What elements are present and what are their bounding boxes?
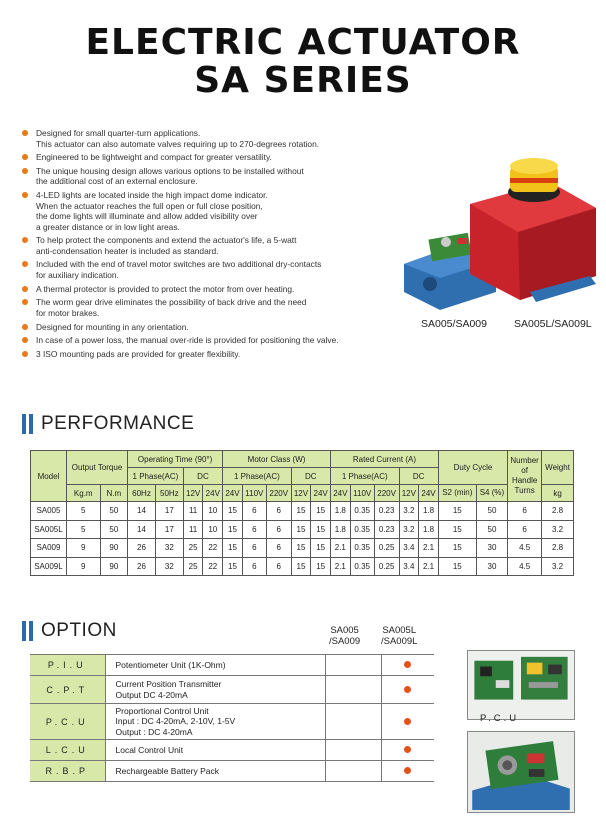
feature-text: The worm gear drive eliminates the possibility of back drive and the need for motor brakes. <box>36 297 307 318</box>
table-cell: 26 <box>128 557 156 576</box>
bullet-icon <box>22 351 28 357</box>
table-cell: 14 <box>128 502 156 521</box>
th-rc-phase-ac: 1 Phase(AC) <box>330 468 399 485</box>
model-cell: SA009L <box>31 557 67 576</box>
table-cell: 0.25 <box>374 557 399 576</box>
table-cell: 1.8 <box>330 502 350 521</box>
table-cell: 15 <box>438 557 476 576</box>
table-cell: 30 <box>476 557 507 576</box>
table-cell: 6 <box>266 539 291 558</box>
th-rc-dc24v: 24V <box>419 485 439 502</box>
table-cell: 15 <box>291 520 311 539</box>
lcu-device-image <box>467 731 575 813</box>
table-cell: 15 <box>223 539 243 558</box>
table-cell: 90 <box>100 539 127 558</box>
pcu-caption: P.C.U <box>480 713 520 724</box>
table-cell: 15 <box>223 502 243 521</box>
table-cell: 9 <box>66 539 100 558</box>
table-cell: 50 <box>100 520 127 539</box>
available-dot-icon <box>404 661 411 668</box>
table-cell: 4.5 <box>508 539 542 558</box>
table-cell: 0.35 <box>350 539 374 558</box>
page-title-line2: SA SERIES <box>194 60 412 101</box>
table-cell: 90 <box>100 557 127 576</box>
th-weight: Weight <box>542 451 574 485</box>
table-cell: 50 <box>100 502 127 521</box>
bullet-icon <box>22 286 28 292</box>
table-cell: 32 <box>155 557 183 576</box>
table-cell: 0.35 <box>350 520 374 539</box>
th-60hz: 60Hz <box>128 485 156 502</box>
table-cell: 2.8 <box>542 539 574 558</box>
performance-table <box>30 450 574 576</box>
table-cell: 15 <box>438 539 476 558</box>
th-mc-110v: 110V <box>242 485 266 502</box>
feature-text: 4-LED lights are located inside the high impact dome indicator. When the actuator reaches the full open or full close position, the dome lights will illuminate and allow added visibility over a greater distance or in low light areas. <box>36 190 268 232</box>
th-model: Model <box>31 451 67 502</box>
table-cell: 6 <box>266 502 291 521</box>
table-cell: 25 <box>183 557 203 576</box>
bullet-icon <box>22 130 28 136</box>
table-cell: 15 <box>291 557 311 576</box>
bullet-icon <box>22 154 28 160</box>
option-code: C.P.T <box>30 676 105 704</box>
th-op-dc: DC <box>183 468 222 485</box>
th-output-torque: Output Torque <box>66 451 127 485</box>
table-cell: 3.4 <box>399 539 419 558</box>
table-cell: 5 <box>66 520 100 539</box>
available-dot-icon <box>404 718 411 725</box>
th-mc-dc24v: 24V <box>311 485 331 502</box>
feature-text: 3 ISO mounting pads are provided for greater flexibility. <box>36 348 241 359</box>
table-cell: 22 <box>203 539 223 558</box>
table-cell: 9 <box>66 557 100 576</box>
available-dot-icon <box>404 767 411 774</box>
table-cell: 6 <box>242 539 266 558</box>
table-row <box>31 520 574 539</box>
table-cell: 6 <box>266 520 291 539</box>
th-rc-220v: 220V <box>374 485 399 502</box>
th-kgm: Kg.m <box>66 485 100 502</box>
table-cell: 5 <box>66 502 100 521</box>
th-50hz: 50Hz <box>155 485 183 502</box>
table-cell: 0.35 <box>350 502 374 521</box>
table-cell: 22 <box>203 557 223 576</box>
performance-heading <box>22 413 194 435</box>
th-mc-220v: 220V <box>266 485 291 502</box>
th-op-12v: 12V <box>183 485 203 502</box>
th-mc-24v: 24V <box>223 485 243 502</box>
option-availability-col2 <box>381 740 434 761</box>
table-cell: 10 <box>203 520 223 539</box>
option-code: L.C.U <box>30 740 105 761</box>
bullet-icon <box>22 337 28 343</box>
option-col2-header <box>381 625 417 647</box>
th-duty-cycle: Duty Cycle <box>438 451 507 485</box>
feature-text: Included with the end of travel motor switches are two additional dry-contacts for auxiliary indication. <box>36 259 322 280</box>
table-cell: 3.2 <box>399 520 419 539</box>
feature-item <box>20 235 415 256</box>
option-description: Current Position Transmitter Output DC 4-20mA <box>105 676 325 704</box>
option-availability-col2 <box>381 676 434 704</box>
option-col1-header <box>329 625 360 647</box>
feature-item <box>20 152 415 163</box>
feature-text: Designed for mounting in any orientation. <box>36 321 189 332</box>
performance-heading-text: PERFORMANCE <box>41 413 195 434</box>
table-cell: 11 <box>183 520 203 539</box>
option-col2-line2: /SA009L <box>381 636 418 647</box>
option-description: Local Control Unit <box>105 740 325 761</box>
option-col1-line2: /SA009 <box>329 636 361 647</box>
th-rc-24v: 24V <box>330 485 350 502</box>
available-dot-icon <box>404 686 411 693</box>
table-cell: 3.2 <box>542 557 574 576</box>
feature-item <box>20 335 415 346</box>
th-motor-class: Motor Class (W) <box>223 451 331 468</box>
feature-text: A thermal protector is provided to protect the motor from over heating. <box>36 283 295 294</box>
feature-text: To help protect the components and extend the actuator's life, a 5-watt anti-condensation heater is included as standard. <box>36 235 297 256</box>
table-cell: 6 <box>266 557 291 576</box>
option-row <box>30 704 434 740</box>
option-description: Rechargeable Battery Pack <box>105 761 325 782</box>
feature-item <box>20 166 415 187</box>
bullet-icon <box>22 192 28 198</box>
feature-item <box>20 259 415 280</box>
table-cell: 17 <box>155 520 183 539</box>
feature-item <box>20 297 415 318</box>
feature-item <box>20 284 415 295</box>
table-cell: 1.8 <box>419 520 439 539</box>
table-cell: 4.5 <box>508 557 542 576</box>
table-cell: 50 <box>476 520 507 539</box>
option-availability-col1 <box>325 655 381 676</box>
table-cell: 15 <box>223 520 243 539</box>
available-dot-icon <box>404 746 411 753</box>
table-cell: 11 <box>183 502 203 521</box>
table-row <box>31 539 574 558</box>
table-cell: 25 <box>183 539 203 558</box>
option-availability-col2 <box>381 655 434 676</box>
page-title-line1: ELECTRIC ACTUATOR <box>85 22 521 63</box>
option-availability-col2 <box>381 704 434 740</box>
model-cell: SA005L <box>31 520 67 539</box>
feature-item <box>20 349 415 360</box>
table-cell: 3.4 <box>399 557 419 576</box>
th-handle-turns: Number of Handle Turns <box>508 451 542 502</box>
th-s4: S4 (%) <box>476 485 507 502</box>
table-cell: 15 <box>438 502 476 521</box>
table-cell: 6 <box>242 520 266 539</box>
bullet-icon <box>22 168 28 174</box>
option-description: Potentiometer Unit (1K-Ohm) <box>105 655 325 676</box>
th-rc-110v: 110V <box>350 485 374 502</box>
option-description: Proportional Control Unit Input : DC 4-20mA, 2-10V, 1-5V Output : DC 4-20mA <box>105 704 325 740</box>
table-cell: 6 <box>508 502 542 521</box>
table-cell: 15 <box>311 502 331 521</box>
option-availability-col1 <box>325 676 381 704</box>
table-cell: 6 <box>242 502 266 521</box>
table-cell: 0.35 <box>350 557 374 576</box>
option-row <box>30 740 434 761</box>
th-mc-dc: DC <box>291 468 330 485</box>
option-row <box>30 761 434 782</box>
feature-item <box>20 190 415 232</box>
option-col1-line1: SA005 <box>330 625 359 636</box>
heading-bars-icon <box>22 414 33 434</box>
th-rc-dc: DC <box>399 468 438 485</box>
th-rc-12v: 12V <box>399 485 419 502</box>
table-cell: 15 <box>223 557 243 576</box>
th-op-phase-ac: 1 Phase(AC) <box>128 468 184 485</box>
table-cell: 3.2 <box>542 520 574 539</box>
option-availability-col2 <box>381 761 434 782</box>
bullet-icon <box>22 237 28 243</box>
feature-item <box>20 128 415 149</box>
option-col2-line1: SA005L <box>382 625 417 636</box>
table-cell: 26 <box>128 539 156 558</box>
table-row <box>31 557 574 576</box>
table-cell: 10 <box>203 502 223 521</box>
photo-caption-left: SA005/SA009 <box>421 318 487 330</box>
table-cell: 6 <box>242 557 266 576</box>
table-cell: 32 <box>155 539 183 558</box>
table-cell: 0.23 <box>374 502 399 521</box>
feature-list <box>20 128 415 363</box>
table-cell: 50 <box>476 502 507 521</box>
heading-bars-icon <box>22 621 33 641</box>
model-cell: SA005 <box>31 502 67 521</box>
table-cell: 15 <box>291 502 311 521</box>
table-cell: 2.1 <box>330 539 350 558</box>
table-cell: 17 <box>155 502 183 521</box>
table-cell: 15 <box>311 520 331 539</box>
table-cell: 15 <box>311 557 331 576</box>
table-cell: 15 <box>438 520 476 539</box>
option-heading <box>22 620 117 642</box>
option-heading-text: OPTION <box>41 620 117 641</box>
table-cell: 15 <box>311 539 331 558</box>
table-cell: 1.8 <box>419 502 439 521</box>
th-mc-12v: 12V <box>291 485 311 502</box>
feature-text: Designed for small quarter-turn applications. This actuator can also automate valves requiring up to 270-degrees rotation. <box>36 128 320 149</box>
th-s2: S2 (min) <box>438 485 476 502</box>
option-row <box>30 655 434 676</box>
option-table <box>30 654 434 782</box>
table-cell: 2.1 <box>330 557 350 576</box>
table-cell: 2.1 <box>419 539 439 558</box>
table-cell: 30 <box>476 539 507 558</box>
actuator-photo <box>400 152 600 312</box>
option-availability-col1 <box>325 761 381 782</box>
option-availability-col1 <box>325 704 381 740</box>
table-cell: 0.23 <box>374 520 399 539</box>
table-cell: 2.1 <box>419 557 439 576</box>
table-row <box>31 502 574 521</box>
table-cell: 1.8 <box>330 520 350 539</box>
th-operating-time: Operating Time (90°) <box>128 451 223 468</box>
option-code: P.I.U <box>30 655 105 676</box>
bullet-icon <box>22 324 28 330</box>
model-cell: SA009 <box>31 539 67 558</box>
feature-text: In case of a power loss, the manual over-ride is provided for positioning the valve. <box>36 335 339 346</box>
table-cell: 0.25 <box>374 539 399 558</box>
feature-text: Engineered to be lightweight and compact for greater versatility. <box>36 152 272 163</box>
table-cell: 3.2 <box>399 502 419 521</box>
bullet-icon <box>22 261 28 267</box>
th-mc-phase-ac: 1 Phase(AC) <box>223 468 292 485</box>
photo-caption-right: SA005L/SA009L <box>514 318 592 330</box>
option-code: R.B.P <box>30 761 105 782</box>
option-code: P.C.U <box>30 704 105 740</box>
table-cell: 14 <box>128 520 156 539</box>
option-availability-col1 <box>325 740 381 761</box>
pcu-board-image <box>467 650 575 720</box>
table-cell: 2.8 <box>542 502 574 521</box>
feature-text: The unique housing design allows various options to be installed without the additional cost of an external enclosure. <box>36 165 304 187</box>
option-row <box>30 676 434 704</box>
th-op-24v: 24V <box>203 485 223 502</box>
table-cell: 15 <box>291 539 311 558</box>
th-rated-current: Rated Current (A) <box>330 451 438 468</box>
feature-item <box>20 322 415 333</box>
th-kg: kg <box>542 485 574 502</box>
bullet-icon <box>22 299 28 305</box>
th-nm: N.m <box>100 485 127 502</box>
table-cell: 6 <box>508 520 542 539</box>
